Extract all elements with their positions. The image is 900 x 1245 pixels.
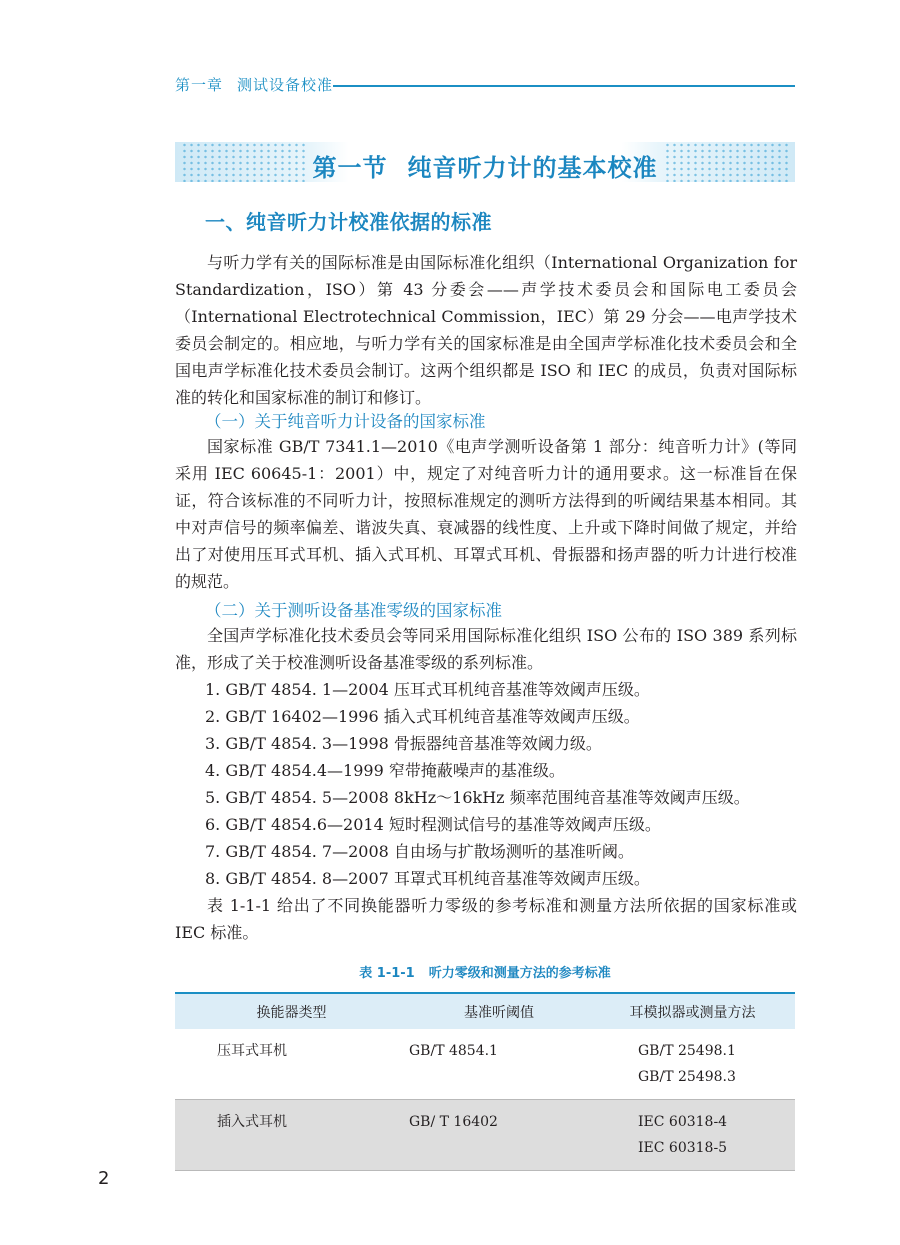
paragraph-intro: 与听力学有关的国际标准是由国际标准化组织（International Organization for Standardization，ISO）第 43 分委会——声学技术委员会和国际电工委员会（International Electrotechnical Commission，IEC）第 29 分会——电声学技术委员会制定的。相应地，与听力学有关的国家标准是由全国声学标准化技术委员会和全国电声学标准化技术委员会制订。这两个组织都是 ISO 和 IEC 的成员，负责对国际标准的转化和国家标准的制订和修订。: [175, 253, 797, 407]
running-header: [175, 74, 333, 95]
cell-reference: GB/ T 16402: [408, 1100, 590, 1171]
column-header-transducer: 换能器类型: [175, 993, 408, 1029]
list-item: 6. GB/T 4854.6—2014 短时程测试信号的基准等效阈声压级。: [205, 815, 661, 834]
method-item: IEC 60318-5: [638, 1140, 728, 1156]
list-item: 1. GB/T 4854. 1—2004 压耳式耳机纯音基准等效阈声压级。: [205, 680, 650, 699]
standards-list: [205, 676, 750, 892]
heading-1: 一、纯音听力计校准依据的标准: [205, 210, 492, 234]
table-title: 听力零级和测量方法的参考标准: [428, 966, 611, 981]
method-item: GB/T 25498.3: [638, 1069, 736, 1085]
table-caption: [175, 962, 795, 981]
page-number: 2: [98, 1168, 110, 1189]
list-item: 3. GB/T 4854. 3—1998 骨振器纯音基准等效阈力级。: [205, 734, 602, 753]
paragraph-reference-zero: 全国声学标准化技术委员会等同采用国际标准化组织 ISO 公布的 ISO 389 系列标准，形成了关于校准测听设备基准零级的系列标准。: [175, 626, 797, 672]
subheading-1: （一）关于纯音听力计设备的国家标准: [205, 412, 486, 431]
paragraph-audiometer-standard: 国家标准 GB/T 7341.1—2010《电声学测听设备第 1 部分：纯音听力计》(等同采用 IEC 60645-1：2001）中，规定了对纯音听力计的通用要求。这一标准旨在保证，符合该标准的不同听力计，按照标准规定的测听方法得到的听阈结果基本相同。其中对声信号的频率偏差、谐波失真、衰减器的线性度、上升或下降时间做了规定，并给出了对使用压耳式耳机、插入式耳机、耳罩式耳机、骨振器和扬声器的听力计进行校准的规范。: [175, 437, 797, 591]
cell-reference: GB/T 4854.1: [408, 1029, 590, 1100]
cell-methods: [590, 1100, 795, 1171]
method-item: IEC 60318-4: [638, 1114, 728, 1130]
column-header-method: 耳模拟器或测量方法: [590, 993, 795, 1029]
list-item: 8. GB/T 4854. 8—2007 耳罩式耳机纯音基准等效阈声压级。: [205, 869, 650, 888]
header-rule: [333, 85, 795, 87]
section-number: 第一节: [312, 154, 388, 182]
table-row: [175, 1029, 795, 1100]
list-item: 4. GB/T 4854.4—1999 窄带掩蔽噪声的基准级。: [205, 761, 565, 780]
list-item: 2. GB/T 16402—1996 插入式耳机纯音基准等效阈声压级。: [205, 707, 640, 726]
paragraph-table-intro: 表 1-1-1 给出了不同换能器听力零级的参考标准和测量方法所依据的国家标准或 IEC 标准。: [175, 896, 797, 942]
reference-table: [175, 992, 795, 1171]
section-name: 纯音听力计的基本校准: [407, 154, 658, 182]
subheading-2: （二）关于测听设备基准零级的国家标准: [205, 601, 502, 620]
table-row: [175, 1100, 795, 1171]
table-number: 表 1-1-1: [359, 966, 415, 981]
chapter-title: 测试设备校准: [237, 76, 334, 94]
section-title: [175, 148, 795, 183]
list-item: 7. GB/T 4854. 7—2008 自由场与扩散场测听的基准听阈。: [205, 842, 634, 861]
cell-transducer: 插入式耳机: [175, 1100, 408, 1171]
cell-transducer: 压耳式耳机: [175, 1029, 408, 1100]
column-header-reference: 基准听阈值: [408, 993, 590, 1029]
table-header-row: [175, 993, 795, 1029]
method-item: GB/T 25498.1: [638, 1043, 736, 1059]
chapter-label: 第一章: [175, 76, 224, 94]
section-banner: [175, 142, 795, 182]
list-item: 5. GB/T 4854. 5—2008 8kHz～16kHz 频率范围纯音基准等效阈声压级。: [205, 788, 750, 807]
cell-methods: [590, 1029, 795, 1100]
